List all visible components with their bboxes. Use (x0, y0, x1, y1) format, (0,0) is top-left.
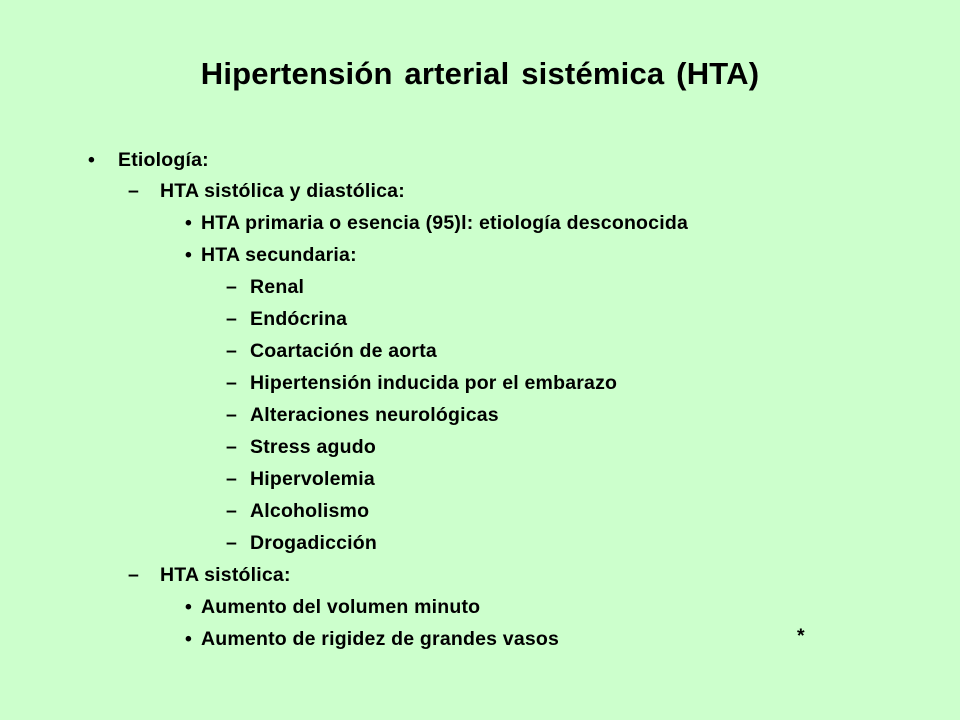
bullet-marker: • (185, 212, 193, 234)
list-item-text: Coartación de aorta (250, 340, 437, 362)
dash-marker: – (226, 340, 238, 362)
dash-marker: – (226, 308, 238, 330)
bullet-marker: • (185, 628, 193, 650)
list-item-text: HTA secundaria: (201, 244, 357, 266)
dash-marker: – (128, 564, 140, 586)
list-item-text: Etiología: (118, 149, 209, 171)
dash-marker: – (226, 404, 238, 426)
dash-marker: – (226, 468, 238, 490)
dash-marker: – (128, 180, 140, 202)
list-item-text: Alcoholismo (250, 500, 370, 522)
list-item-text: HTA primaria o esencia (95)l: etiología desconocida (201, 212, 688, 234)
list-item-text: Aumento de rigidez de grandes vasos (201, 628, 560, 650)
footnote-mark: * (797, 625, 805, 647)
dash-marker: – (226, 276, 238, 298)
dash-marker: – (226, 372, 238, 394)
dash-marker: – (226, 532, 238, 554)
list-item-text: Endócrina (250, 308, 348, 330)
list-item-text: Aumento del volumen minuto (201, 596, 481, 618)
list-item-text: HTA sistólica y diastólica: (160, 180, 405, 202)
list-item-text: Stress agudo (250, 436, 376, 458)
bullet-marker: • (88, 149, 96, 171)
list-item-text: Hipertensión inducida por el embarazo (250, 372, 618, 394)
dash-marker: – (226, 436, 238, 458)
list-item-text: Alteraciones neurológicas (250, 404, 499, 426)
dash-marker: – (226, 500, 238, 522)
list-item-text: Renal (250, 276, 305, 298)
list-item-text: Hipervolemia (250, 468, 375, 490)
list-item-text: HTA sistólica: (160, 564, 291, 586)
slide-title: Hipertensión arterial sistémica (HTA) (200, 56, 760, 91)
list-item-text: Drogadicción (250, 532, 377, 554)
bullet-marker: • (185, 244, 193, 266)
bullet-marker: • (185, 596, 193, 618)
